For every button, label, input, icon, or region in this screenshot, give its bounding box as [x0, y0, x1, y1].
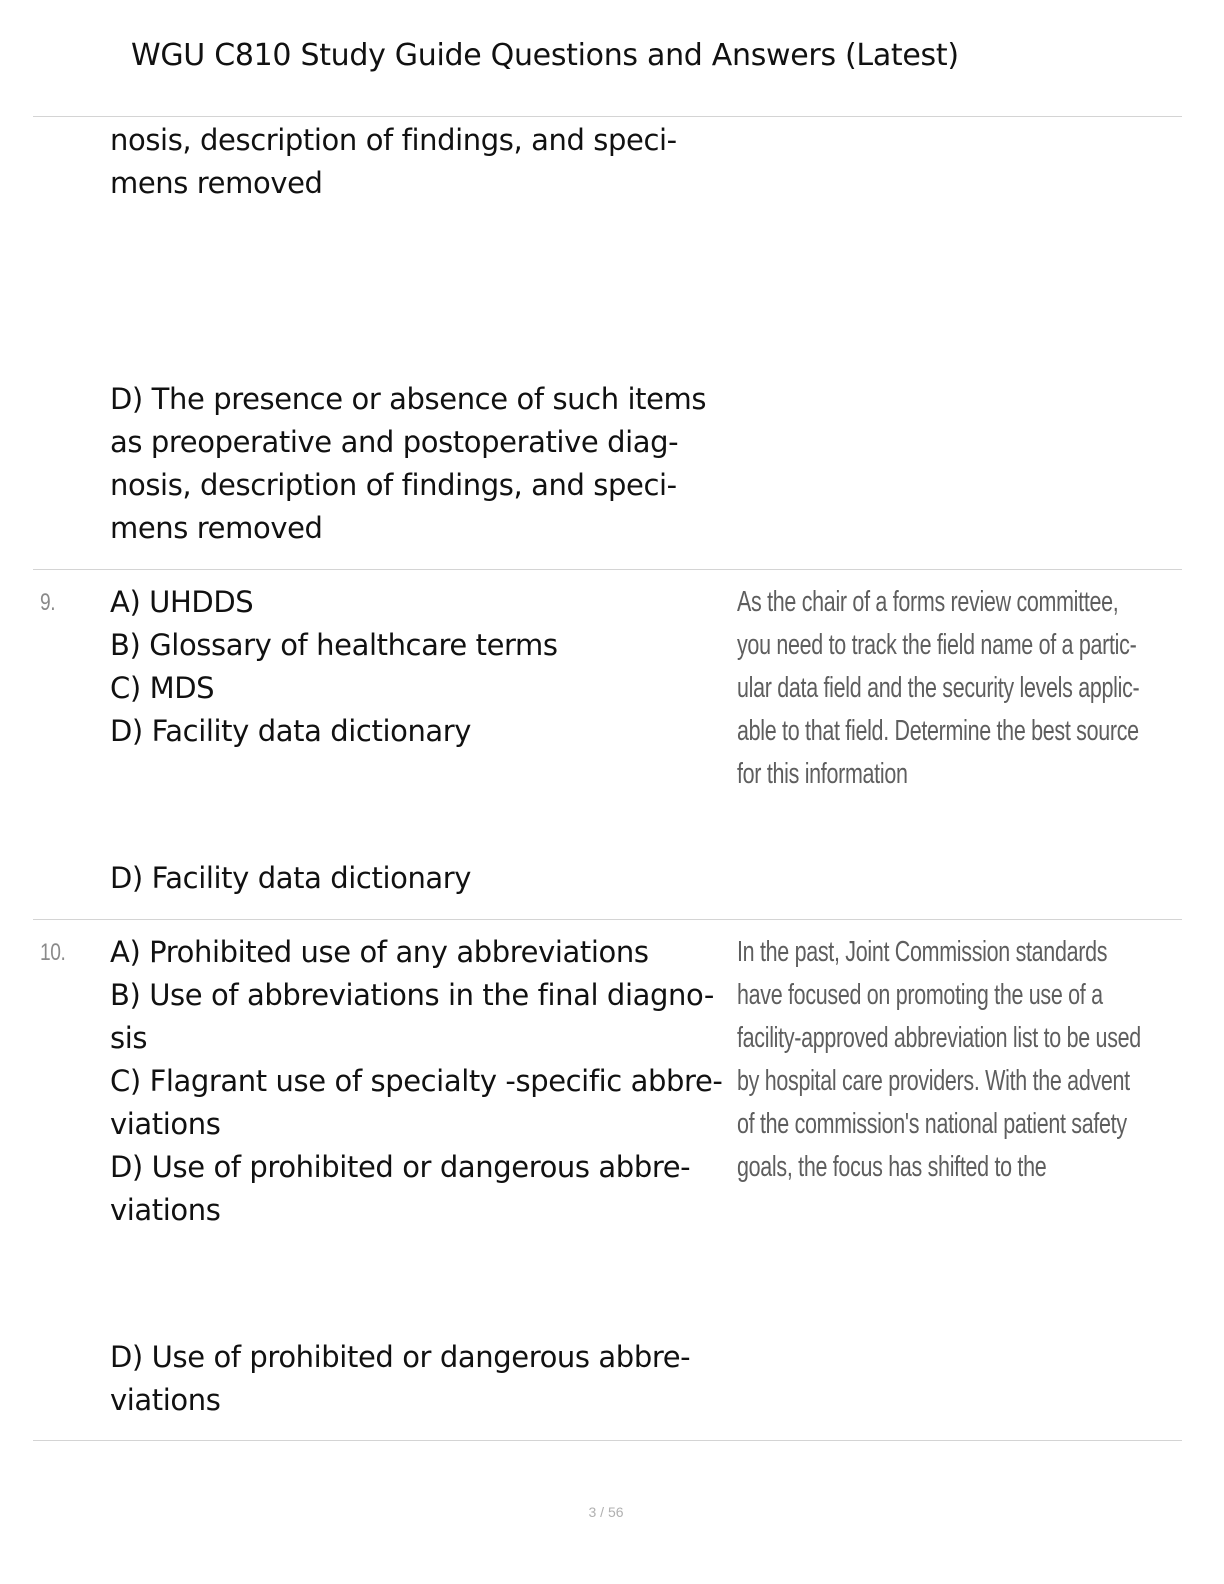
row-divider — [33, 1440, 1182, 1441]
row-divider — [33, 919, 1182, 920]
question-line: of the commission's national patient safety — [737, 1108, 1127, 1140]
question-line: As the chair of a forms review committee, — [737, 586, 1119, 618]
answer-line: as preoperative and postoperative diag- — [110, 425, 679, 459]
question-line: ular data field and the security levels applic- — [737, 672, 1140, 704]
option-line: nosis, description of findings, and speci- — [110, 123, 677, 157]
answer-line: D) The presence or absence of such items — [110, 382, 707, 416]
question-line: you need to track the field name of a partic- — [737, 629, 1137, 661]
option-b: B) Use of abbreviations in the final diagno- — [110, 978, 714, 1012]
row-divider — [33, 569, 1182, 570]
answer-line: mens removed — [110, 511, 323, 545]
option-d: D) Use of prohibited or dangerous abbre- — [110, 1150, 691, 1184]
answer-line: D) Use of prohibited or dangerous abbre- — [110, 1340, 691, 1374]
option-b: B) Glossary of healthcare terms — [110, 628, 558, 662]
option-c: C) MDS — [110, 671, 215, 705]
question-number: 9. — [40, 589, 56, 616]
answer-text — [110, 1336, 740, 1422]
question-line: able to that field. Determine the best source — [737, 715, 1139, 747]
option-a: A) Prohibited use of any abbreviations — [110, 935, 649, 969]
continued-answer — [110, 378, 740, 550]
option-d-wrap: viations — [110, 1193, 221, 1227]
document-title: WGU C810 Study Guide Questions and Answers (Latest) — [131, 38, 959, 73]
answer-line: D) Facility data dictionary — [110, 861, 472, 895]
question-line: have focused on promoting the use of a — [737, 979, 1103, 1011]
question-number: 10. — [40, 939, 66, 966]
question-line: goals, the focus has shifted to the — [737, 1151, 1047, 1183]
question-text — [737, 581, 1197, 796]
options-list — [110, 931, 740, 1232]
option-c: C) Flagrant use of specialty -specific abbre- — [110, 1064, 723, 1098]
option-d: D) Facility data dictionary — [110, 714, 472, 748]
answer-text — [110, 857, 740, 900]
question-line: by hospital care providers. With the advent — [737, 1065, 1130, 1097]
options-list — [110, 581, 740, 753]
question-line: for this information — [737, 758, 908, 790]
question-line: In the past, Joint Commission standards — [737, 936, 1108, 968]
page-number: 3 / 56 — [588, 1504, 624, 1520]
header-divider — [33, 116, 1182, 117]
option-b-wrap: sis — [110, 1021, 148, 1055]
option-c-wrap: viations — [110, 1107, 221, 1141]
answer-line: viations — [110, 1383, 221, 1417]
continued-options — [110, 119, 740, 205]
question-line: facility-approved abbreviation list to be used — [737, 1022, 1141, 1054]
option-a: A) UHDDS — [110, 585, 254, 619]
option-line: mens removed — [110, 166, 323, 200]
question-text — [737, 931, 1197, 1189]
answer-line: nosis, description of findings, and speci- — [110, 468, 677, 502]
